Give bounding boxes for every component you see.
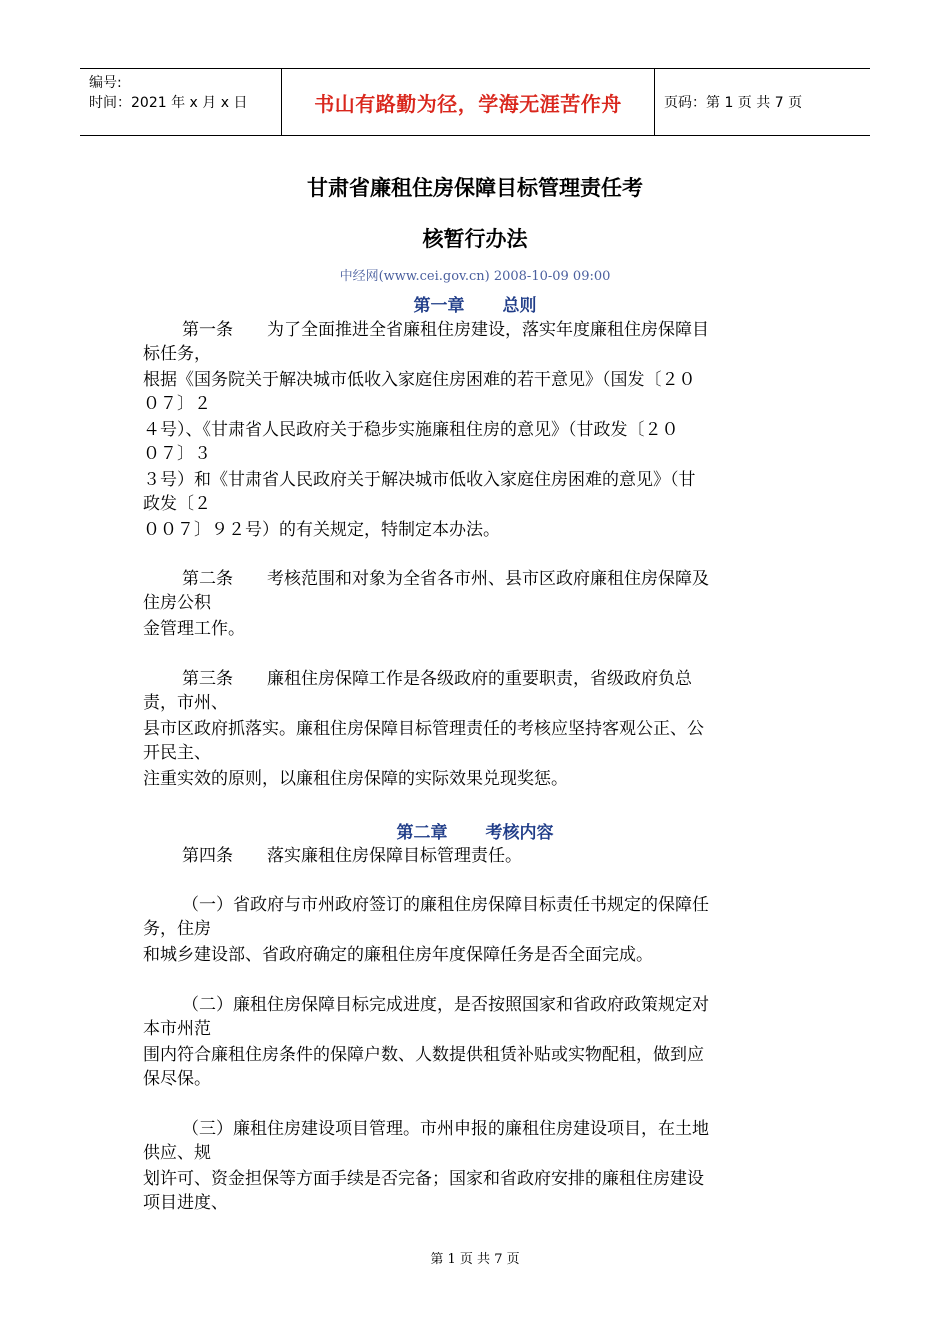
header-page-info [655, 69, 870, 135]
chapter-number: 第二章 [396, 823, 448, 843]
text-line: ０７〕２ [143, 394, 211, 414]
chapter-heading-1 [0, 291, 950, 316]
text-line: （一）省政府与市州政府签订的廉租住房保障目标责任书规定的保障任 [182, 895, 709, 915]
text-line: 县市区政府抓落实。廉租住房保障目标管理责任的考核应坚持客观公正、公 [143, 719, 704, 739]
text-line: 保尽保。 [143, 1069, 211, 1089]
header-motto-cell [281, 69, 655, 135]
text-line: 和城乡建设部、省政府确定的廉租住房年度保障任务是否全面完成。 [143, 945, 653, 965]
text-line: 开民主、 [143, 743, 211, 763]
text-line: 根据《国务院关于解决城市低收入家庭住房困难的若干意见》（国发〔２０ [143, 370, 696, 390]
text-line: 标任务， [143, 344, 211, 364]
doc-title-line1: 甘肃省廉租住房保障目标管理责任考 [307, 176, 643, 200]
text-line: 第四条 落实廉租住房保障目标管理责任。 [182, 846, 522, 866]
text-line: 住房公积 [143, 593, 211, 613]
header-meta [80, 69, 281, 135]
text-line: 注重实效的原则，以廉租住房保障的实际效果兑现奖惩。 [143, 769, 568, 789]
text-line: 金管理工作。 [143, 619, 245, 639]
text-line: ３号）和《甘肃省人民政府关于解决城市低收入家庭住房困难的意见》（甘 [143, 470, 696, 490]
page-info: 页码：第 1 页 共 7 页 [664, 95, 803, 111]
text-line: 项目进度、 [143, 1193, 228, 1213]
text-line: ００７〕９２号）的有关规定，特制定本办法。 [143, 520, 500, 540]
text-line: （三）廉租住房建设项目管理。市州申报的廉租住房建设项目，在土地 [182, 1119, 709, 1139]
chapter-name: 总则 [502, 296, 537, 316]
text-line: 责，市州、 [143, 693, 228, 713]
text-line: ４号）、《甘肃省人民政府关于稳步实施廉租住房的意见》（甘政发〔２０ [143, 420, 679, 440]
text-line: 务，住房 [143, 919, 211, 939]
motto: 书山有路勤为径，学海无涯苦作舟 [314, 91, 622, 116]
chapter-number: 第一章 [413, 296, 465, 316]
number-label: 编号: [89, 75, 122, 91]
text-line: ０７〕３ [143, 444, 211, 464]
text-line: 第二条 考核范围和对象为全省各市州、县市区政府廉租住房保障及 [182, 569, 709, 589]
text-line: 本市州范 [143, 1019, 211, 1039]
text-line: 供应、规 [143, 1143, 211, 1163]
source-line: 中经网(www.cei.gov.cn) 2008-10-09 09:00 [339, 269, 611, 284]
page-footer: 第 1 页 共 7 页 [430, 1252, 520, 1267]
text-line: 第一条 为了全面推进全省廉租住房建设，落实年度廉租住房保障目 [182, 320, 709, 340]
text-line: （二）廉租住房保障目标完成进度，是否按照国家和省政府政策规定对 [182, 995, 709, 1015]
header-table [80, 68, 870, 136]
text-line: 第三条 廉租住房保障工作是各级政府的重要职责，省级政府负总 [182, 669, 692, 689]
text-line: 围内符合廉租住房条件的保障户数、人数提供租赁补贴或实物配租，做到应 [143, 1045, 704, 1065]
text-line: 政发〔２ [143, 494, 211, 514]
time-label: 时间：2021 年 x 月 x 日 [89, 95, 248, 111]
doc-title-line2: 核暂行办法 [422, 227, 528, 251]
text-line: 划许可、资金担保等方面手续是否完备；国家和省政府安排的廉租住房建设 [143, 1169, 704, 1189]
chapter-name: 考核内容 [485, 823, 554, 843]
chapter-heading-2 [0, 818, 950, 843]
